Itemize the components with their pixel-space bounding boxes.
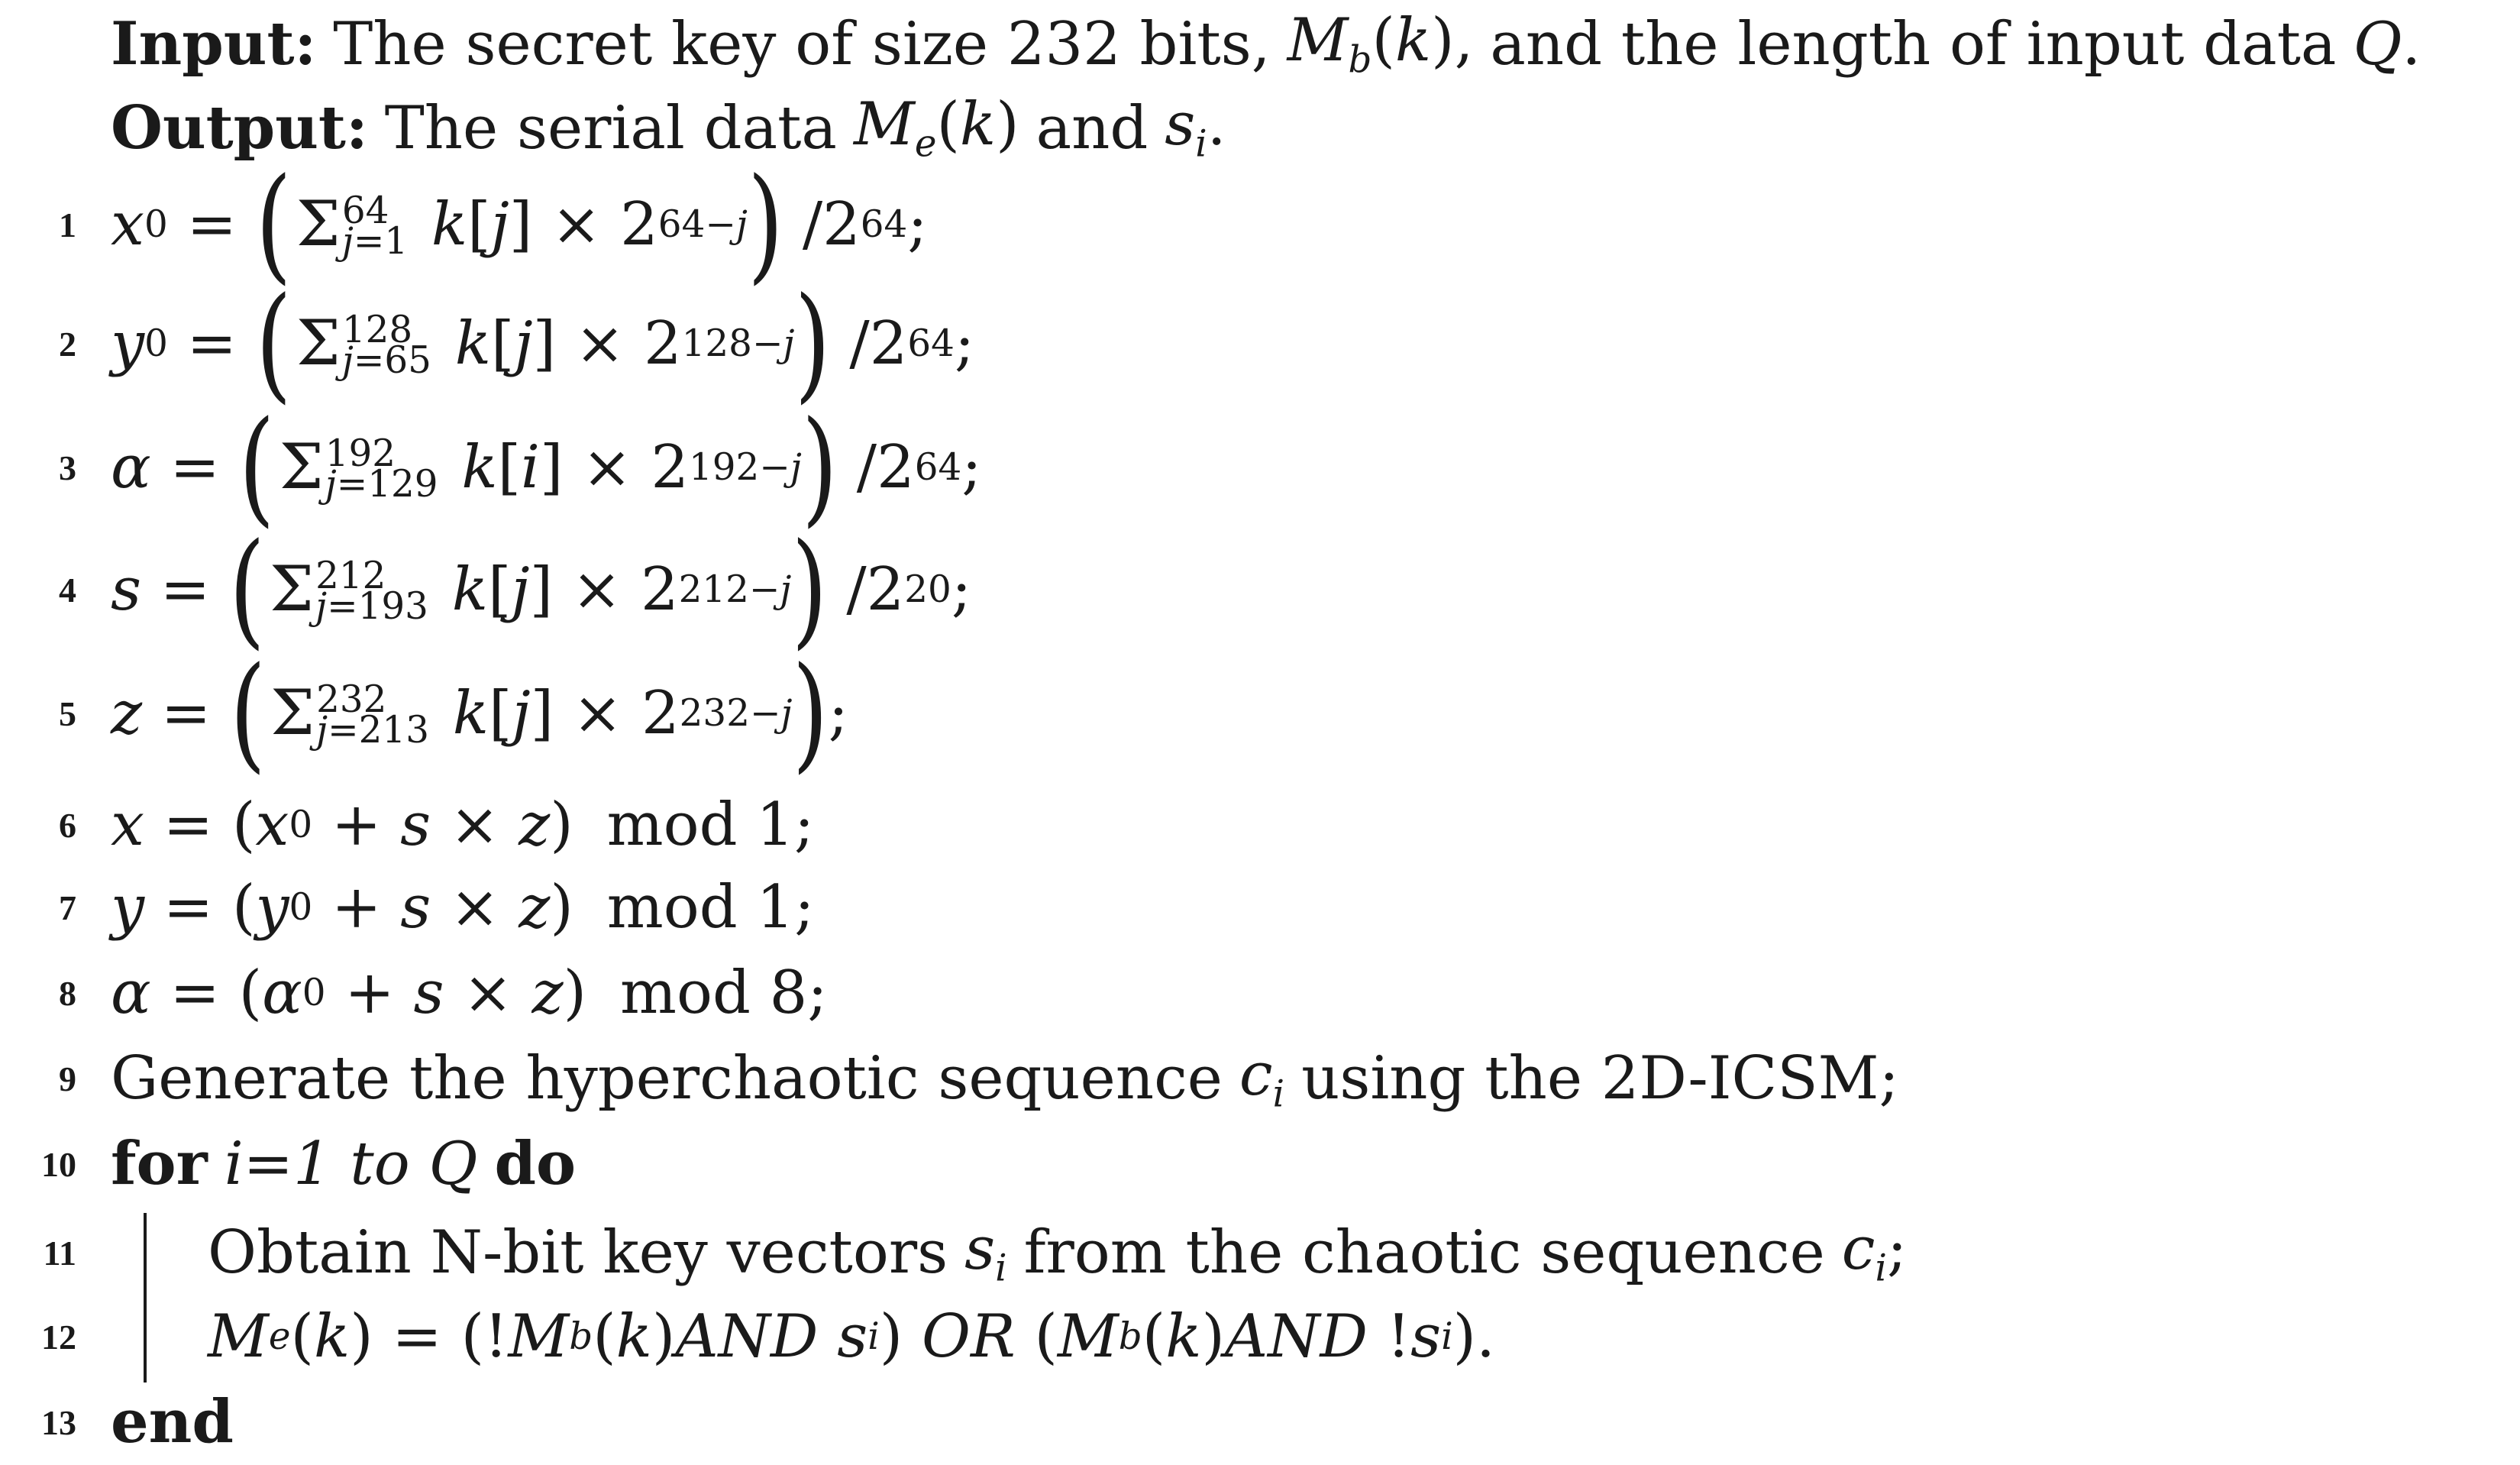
math-Q: Q. [2353, 9, 2421, 79]
line-number: 3 [59, 448, 76, 487]
line-number: 11 [43, 1233, 76, 1273]
line-11-text-2: from the chaotic sequence [1023, 1218, 1825, 1287]
line-number: 8 [59, 973, 76, 1013]
algo-line-1 [0, 150, 2520, 296]
math-Me-k: $M_e(k)$ [853, 89, 1019, 166]
algo-line-10 [0, 1121, 2520, 1207]
algo-line-12 [0, 1294, 2520, 1379]
equation-s: s = ( Σ 212 j=193 k [ j ] × 2 212−j ) /2 20 ; [111, 516, 972, 661]
equation-x0: x 0 = ( Σ 64 j=1 k [ j ] × 2 64−j ) /2 64 ; [111, 150, 928, 296]
math-ci: $c_i$; [1841, 1214, 1908, 1290]
line-number: 6 [59, 805, 76, 845]
math-Mb-k: $M_b(k)$, [1287, 5, 1474, 82]
loop-body-bar [144, 1213, 147, 1383]
line-number: 1 [59, 205, 76, 244]
algo-line-5 [0, 639, 2520, 785]
line-number: 9 [59, 1059, 76, 1098]
algo-line-11 [0, 1210, 2520, 1295]
math-ci: $c_i$ [1239, 1040, 1285, 1116]
algo-line-3 [0, 393, 2520, 539]
algo-line-2 [0, 270, 2520, 416]
algo-line-9 [0, 1036, 2520, 1121]
line-number: 4 [59, 570, 76, 610]
line-11-text-1: Obtain N-bit key vectors [208, 1218, 948, 1287]
keyword-do: do [494, 1129, 577, 1198]
loop-range: i=1 to Q [224, 1130, 478, 1198]
output-label: Output: [111, 92, 368, 163]
keyword-end: end [111, 1387, 234, 1457]
line-number: 10 [41, 1144, 76, 1184]
line-number: 12 [41, 1317, 76, 1357]
math-si: $s_i$. [1165, 89, 1226, 166]
line-number: 13 [41, 1402, 76, 1442]
input-line [0, 2, 2520, 87]
output-text-2: and [1035, 93, 1149, 163]
keyword-for: for [111, 1129, 208, 1198]
equation-y: y = ( y 0 + s × z ) mod 1; [111, 873, 815, 942]
input-label: Input: [111, 8, 317, 79]
algo-line-13 [0, 1379, 2520, 1465]
line-number: 7 [59, 888, 76, 927]
input-text-1: The secret key of size 232 bits, [333, 9, 1271, 79]
equation-z: z = ( Σ 232 j=213 k [ j ] × 2 232−j ) ; [111, 639, 848, 785]
equation-alpha: α = ( Σ 192 j=129 k [ i ] × 2 192−j ) /2 64 ; [111, 393, 982, 539]
line-9-text-2: using the 2D-ICSM; [1301, 1043, 1899, 1113]
output-text-1: The serial data [384, 93, 837, 163]
line-9-text-1: Generate the hyperchaotic sequence [111, 1043, 1223, 1113]
input-text-2: and the length of input data [1490, 9, 2337, 79]
output-line [0, 86, 2520, 171]
line-number: 5 [59, 694, 76, 733]
equation-y0: y 0 = ( Σ 128 j=65 k [ j ] × 2 128−j ) /2 64 ; [111, 270, 975, 416]
equation-x: x = ( x 0 + s × z ) mod 1; [111, 791, 815, 859]
algo-line-6 [0, 782, 2520, 868]
equation-alpha-mod: α = ( α 0 + s × z ) mod 8; [111, 959, 828, 1027]
algo-line-8 [0, 950, 2520, 1036]
math-si: $s_i$ [964, 1214, 1007, 1290]
line-number: 2 [59, 324, 76, 364]
algo-line-7 [0, 865, 2520, 950]
equation-Me: M e ( k ) = (! M b ( k ) AND s i ) OR ( M b ( k ) AND ! s i ). [208, 1302, 1495, 1371]
algo-line-4 [0, 516, 2520, 661]
